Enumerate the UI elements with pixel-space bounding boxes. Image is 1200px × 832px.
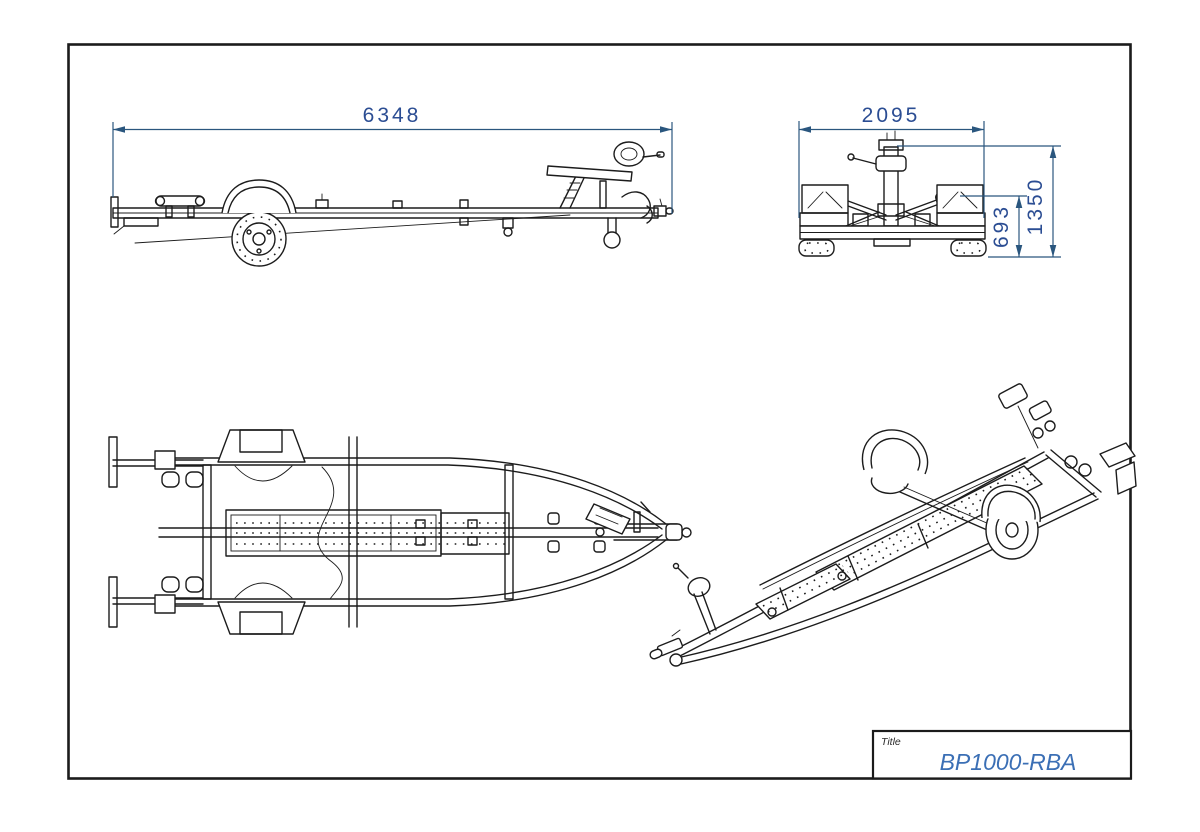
arrow-left-icon [799,126,811,133]
top-view-drawing [109,430,691,634]
dimension-overall-height-value: 1350 [1024,176,1047,236]
isometric-view-drawing [649,383,1136,666]
arrow-up-icon [1016,196,1023,208]
arrow-left-icon [113,126,125,133]
dimension-overall-length-value: 6348 [362,104,422,127]
title-label: Title [881,736,901,748]
arrow-up-icon [1050,146,1057,158]
dimension-frame-height-value: 693 [990,203,1013,249]
drawing-border [69,45,1131,779]
dimension-overall-width-value: 2095 [861,104,921,127]
side-view-drawing [111,142,673,266]
arrow-right-icon [660,126,672,133]
arrow-down-icon [1050,245,1057,257]
title-block [873,731,1131,779]
rear-view-drawing [799,131,986,256]
arrow-down-icon [1016,245,1023,257]
arrow-right-icon [972,126,984,133]
drawing-title: BP1000-RBA [939,749,1077,775]
